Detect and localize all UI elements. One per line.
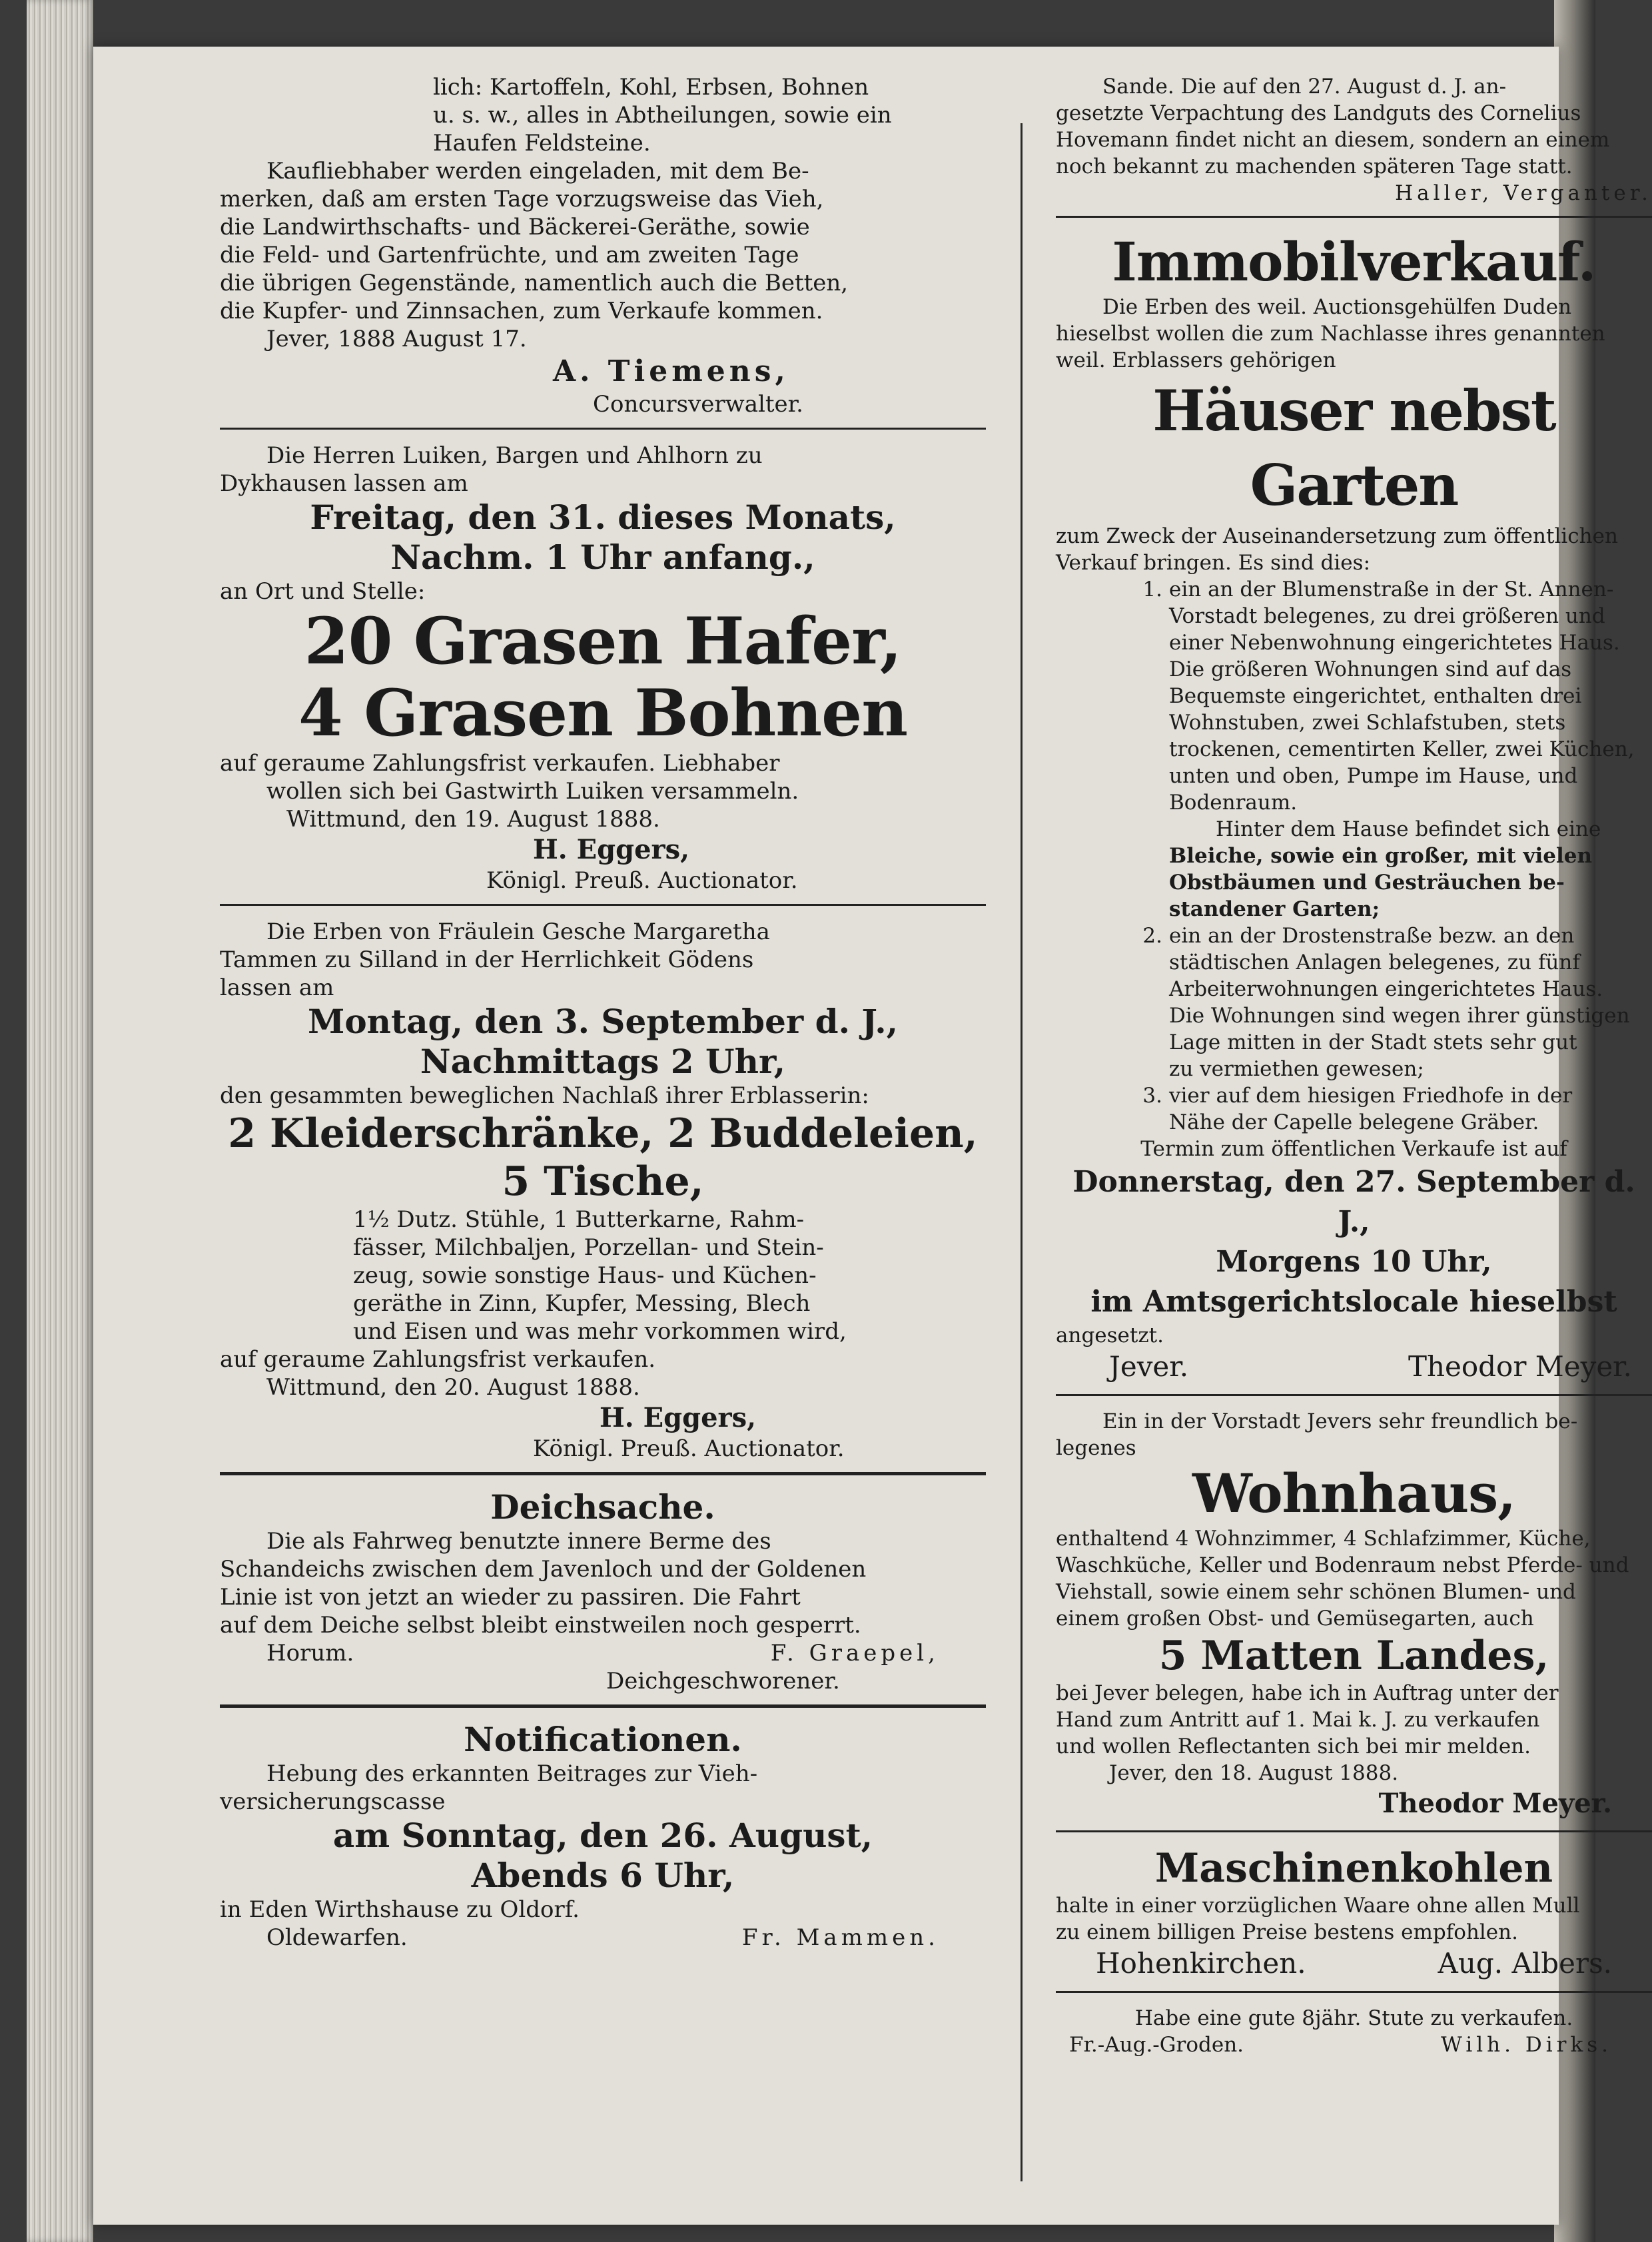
ad-signer: F. Graepel, — [770, 1640, 939, 1667]
list-item-number: 3. — [1142, 1084, 1162, 1108]
list-item — [1056, 1082, 1652, 1136]
text-line: bei Jever belegen, habe ich in Auftrag unter der — [1056, 1681, 1559, 1705]
ad-verpachtung — [1056, 73, 1652, 218]
text-line: legenes — [1056, 1436, 1136, 1460]
text-line: Kaufliebhaber werden eingeladen, mit dem Be- — [266, 158, 809, 185]
ad-wohnhaus — [1056, 1408, 1652, 1832]
text-line: die Feld- und Gartenfrüchte, und am zweiten Tage — [220, 242, 799, 268]
text-line: trockenen, cementirten Keller, zwei Küchen, — [1169, 737, 1635, 761]
text-line: 1½ Dutz. Stühle, 1 Butterkarne, Rahm- — [353, 1206, 805, 1233]
ad-signer: Theodor Meyer. — [1378, 1788, 1612, 1819]
text-line: Lage mitten in der Stadt stets sehr gut — [1169, 1030, 1577, 1054]
ad-signature-row — [220, 1924, 986, 1952]
text-line: ein an der Drostenstraße bezw. an den — [1169, 924, 1575, 948]
text-line: Wohnstuben, zwei Schlafstuben, stets — [1169, 711, 1566, 735]
ad-signer: Wilh. Dirks. — [1441, 2033, 1612, 2057]
text-line: vier auf dem hiesigen Friedhofe in der — [1169, 1084, 1573, 1108]
ad-role: Königl. Preuß. Auctionator. — [533, 1435, 845, 1462]
text-line: Verkauf bringen. Es sind dies: — [1056, 551, 1371, 575]
text-line: weil. Erblassers gehörigen — [1056, 348, 1336, 372]
list-item-body — [1169, 923, 1652, 1082]
text-line: Die größeren Wohnungen sind auf das — [1169, 657, 1572, 681]
ad-signer: Fr. Mammen. — [741, 1924, 939, 1951]
ad-title: Maschinenkohlen — [1154, 1845, 1553, 1892]
text-line: Habe eine gute 8jähr. Stute zu verkaufen. — [1134, 2006, 1573, 2030]
text-line: Obstbäumen und Gesträuchen be- — [1169, 871, 1565, 895]
ad-headline: 5 Matten Landes, — [1158, 1633, 1549, 1679]
text-line: Schandeichs zwischen dem Javenloch und der Goldenen — [220, 1556, 867, 1583]
list-item-number: 1. — [1142, 577, 1162, 601]
text-line: zu einem billigen Preise bestens empfohlen. — [1056, 1920, 1518, 1944]
text-line: Hebung des erkannten Beitrages zur Vieh- — [266, 1760, 758, 1787]
ad-signature-row — [1056, 1946, 1652, 1982]
text-line: Die als Fahrweg benutzte innere Berme des — [266, 1528, 771, 1555]
left-column — [220, 73, 986, 1952]
text-line: einer Nebenwohnung eingerichtetes Haus. — [1169, 631, 1620, 655]
text-line: Die Herren Luiken, Bargen und Ahlhorn zu — [266, 442, 763, 469]
ad-date: Wittmund, den 20. August 1888. — [266, 1374, 640, 1401]
ad-where: im Amtsgerichtslocale hieselbst — [1090, 1285, 1617, 1319]
text-line: Linie ist von jetzt an wieder zu passiren. Die Fahrt — [220, 1584, 801, 1611]
text-line: merken, daß am ersten Tage vorzugsweise das Vieh, — [220, 186, 824, 212]
text-line: Die Wohnungen sind wegen ihrer günstigen — [1169, 1004, 1630, 1028]
text-line: die übrigen Gegenstände, namentlich auch die Betten, — [220, 270, 849, 296]
ad-date: Jever, 1888 August 17. — [266, 326, 527, 352]
text-line: Hand zum Antritt auf 1. Mai k. J. zu verkaufen — [1056, 1708, 1540, 1732]
text-line: Hinter dem Hause befindet sich eine — [1216, 817, 1601, 841]
text-line: Sande. Die auf den 27. August d. J. an- — [1102, 75, 1507, 99]
ad-separator — [220, 904, 986, 906]
text-line: den gesammten beweglichen Nachlaß ihrer Erblasserin: — [220, 1082, 869, 1109]
text-line: Nähe der Capelle belegene Gräber. — [1169, 1110, 1539, 1134]
text-line: standener Garten; — [1169, 897, 1380, 921]
book-page-stack — [27, 0, 93, 2242]
ad-signer: Theodor Meyer. — [1408, 1350, 1632, 1383]
ad-separator — [220, 1472, 986, 1475]
ad-where: in Eden Wirthshause zu Oldorf. — [220, 1896, 580, 1923]
ad-headline: 5 Tische, — [502, 1158, 704, 1205]
ad-grasen-auction — [220, 442, 986, 906]
ad-role: Concursverwalter. — [593, 391, 803, 418]
ad-when: Montag, den 3. September d. J., — [307, 1002, 899, 1041]
ad-separator — [1056, 1394, 1652, 1396]
ad-signature-row — [1056, 1349, 1652, 1385]
text-line: ein an der Blumenstraße in der St. Annen- — [1169, 577, 1614, 601]
text-line: noch bekannt zu machenden späteren Tage statt. — [1056, 155, 1573, 179]
list-item — [1056, 576, 1652, 923]
ad-headline: 4 Grasen Bohnen — [298, 675, 907, 751]
ad-separator — [220, 428, 986, 430]
ad-immobilverkauf — [1056, 230, 1652, 1396]
text-line: fässer, Milchbaljen, Porzellan- und Stein- — [353, 1234, 824, 1261]
ad-headline: 2 Kleiderschränke, 2 Buddeleien, — [228, 1110, 978, 1157]
list-item — [1056, 923, 1652, 1082]
ad-signer: H. Eggers, — [600, 1402, 757, 1433]
ad-signer: H. Eggers, — [533, 834, 690, 865]
text-line: die Landwirthschafts- und Bäckerei-Geräthe, sowie — [220, 214, 810, 240]
text-line: Haufen Feldsteine. — [433, 130, 651, 157]
ad-signer: Haller, Verganter. — [1395, 181, 1652, 205]
text-line: zeug, sowie sonstige Haus- und Küchen- — [353, 1262, 817, 1289]
text-line: auf geraume Zahlungsfrist verkaufen. — [220, 1346, 656, 1373]
ad-where: an Ort und Stelle: — [220, 578, 426, 605]
text-line: Bodenraum. — [1169, 791, 1298, 815]
text-line: u. s. w., alles in Abtheilungen, sowie ein — [433, 102, 892, 129]
ad-role: Königl. Preuß. Auctionator. — [486, 867, 798, 894]
text-line: auf geraume Zahlungsfrist verkaufen. Liebhaber — [220, 750, 780, 777]
ad-headline: 20 Grasen Hafer, — [304, 603, 902, 679]
text-line: wollen sich bei Gastwirth Luiken versammeln. — [266, 778, 799, 805]
column-divider — [1021, 123, 1023, 2181]
text-line: enthaltend 4 Wohnzimmer, 4 Schlafzimmer, Küche, — [1056, 1527, 1591, 1551]
text-line: angesetzt. — [1056, 1323, 1164, 1347]
text-line: Bequemste eingerichtet, enthalten drei — [1169, 684, 1582, 708]
text-line: Ein in der Vorstadt Jevers sehr freundlich be- — [1102, 1409, 1578, 1433]
text-line: Viehstall, sowie einem sehr schönen Blumen- und — [1056, 1580, 1576, 1604]
ad-separator — [1056, 216, 1652, 218]
list-item-number: 2. — [1142, 924, 1162, 948]
text-line: halte in einer vorzüglichen Waare ohne allen Mull — [1056, 1894, 1580, 1918]
text-line: Die Erben des weil. Auctionsgehülfen Duden — [1102, 295, 1572, 319]
right-column — [1056, 73, 1652, 2058]
ad-time: Abends 6 Uhr, — [471, 1856, 735, 1895]
ad-notificationen — [220, 1720, 986, 1952]
ad-title: Notificationen. — [464, 1720, 742, 1759]
text-line: geräthe in Zinn, Kupfer, Messing, Blech — [353, 1290, 811, 1317]
text-line: lich: Kartoffeln, Kohl, Erbsen, Bohnen — [433, 74, 869, 101]
ad-time: Nachmittags 2 Uhr, — [420, 1042, 786, 1081]
ad-signature-row — [1056, 2032, 1652, 2058]
ad-separator — [1056, 1991, 1652, 1993]
text-line: gesetzte Verpachtung des Landguts des Cornelius — [1056, 101, 1581, 125]
text-line: einem großen Obst- und Gemüsegarten, auch — [1056, 1607, 1534, 1631]
text-line: Die Erben von Fräulein Gesche Margaretha — [266, 919, 770, 945]
text-line: Dykhausen lassen am — [220, 470, 468, 497]
ad-place: Horum. — [266, 1640, 354, 1667]
ad-estate-auction — [220, 918, 986, 1475]
text-line: unten und oben, Pumpe im Hause, und — [1169, 764, 1578, 788]
ad-place: Fr.-Aug.-Groden. — [1069, 2033, 1244, 2057]
ad-time: Morgens 10 Uhr, — [1216, 1245, 1492, 1279]
ad-maschinenkohlen — [1056, 1844, 1652, 1993]
text-line: Waschküche, Keller und Bodenraum nebst Pferde- und — [1056, 1553, 1629, 1577]
ad-signature-row — [220, 1639, 986, 1667]
ad-concurs-auction — [220, 73, 986, 430]
text-line: lassen am — [220, 974, 334, 1001]
newspaper-page — [93, 47, 1652, 2225]
text-line: zum Zweck der Auseinandersetzung zum öffentlichen — [1056, 524, 1618, 548]
ad-title: Immobilverkauf. — [1112, 230, 1596, 293]
ad-signer: A. Tiemens, — [553, 354, 789, 388]
ad-date: Jever, den 18. August 1888. — [1109, 1761, 1399, 1785]
text-line: und Eisen und was mehr vorkommen wird, — [353, 1318, 847, 1345]
text-line: versicherungscasse — [220, 1788, 446, 1815]
text-line: Arbeiterwohnungen eingerichtetes Haus. — [1169, 977, 1603, 1001]
ad-place: Oldewarfen. — [266, 1924, 408, 1951]
text-line: und wollen Reflectanten sich bei mir melden. — [1056, 1734, 1531, 1758]
ad-signer: Aug. Albers. — [1438, 1947, 1612, 1980]
list-item-body — [1169, 1082, 1652, 1136]
ad-when: Freitag, den 31. dieses Monats, — [310, 498, 896, 537]
ad-headline: Wohnhaus, — [1192, 1462, 1516, 1525]
text-line: Termin zum öffentlichen Verkaufe ist auf — [1140, 1137, 1567, 1161]
ad-date: Wittmund, den 19. August 1888. — [286, 806, 660, 833]
ad-title: Deichsache. — [490, 1487, 715, 1527]
text-line: Hovemann findet nicht an diesem, sondern an einem — [1056, 128, 1610, 152]
list-item-body — [1169, 576, 1652, 923]
text-line: Bleiche, sowie ein großer, mit vielen — [1169, 844, 1593, 868]
ad-time: Nachm. 1 Uhr anfang., — [390, 538, 815, 577]
ad-deichsache — [220, 1487, 986, 1708]
ad-headline: Häuser nebst Garten — [1152, 378, 1555, 518]
text-line: städtischen Anlagen belegenes, zu fünf — [1169, 950, 1580, 974]
text-line: Tammen zu Silland in der Herrlichkeit Gödens — [220, 946, 754, 973]
text-line: die Kupfer- und Zinnsachen, zum Verkaufe kommen. — [220, 298, 823, 324]
ad-when: am Sonntag, den 26. August, — [332, 1816, 873, 1855]
ad-role: Deichgeschworener. — [606, 1668, 840, 1694]
text-line: Vorstadt belegenes, zu drei größeren und — [1169, 604, 1605, 628]
ad-separator — [1056, 1830, 1652, 1832]
ad-separator — [220, 1704, 986, 1708]
ad-place: Jever. — [1109, 1350, 1189, 1383]
text-line: hieselbst wollen die zum Nachlasse ihres genannten — [1056, 322, 1605, 346]
text-line: auf dem Deiche selbst bleibt einstweilen noch gesperrt. — [220, 1612, 861, 1639]
ad-stute — [1056, 2005, 1652, 2058]
ad-when: Donnerstag, den 27. September d. J., — [1072, 1165, 1635, 1239]
text-line: zu vermiethen gewesen; — [1169, 1057, 1424, 1081]
ad-place: Hohenkirchen. — [1096, 1947, 1306, 1980]
